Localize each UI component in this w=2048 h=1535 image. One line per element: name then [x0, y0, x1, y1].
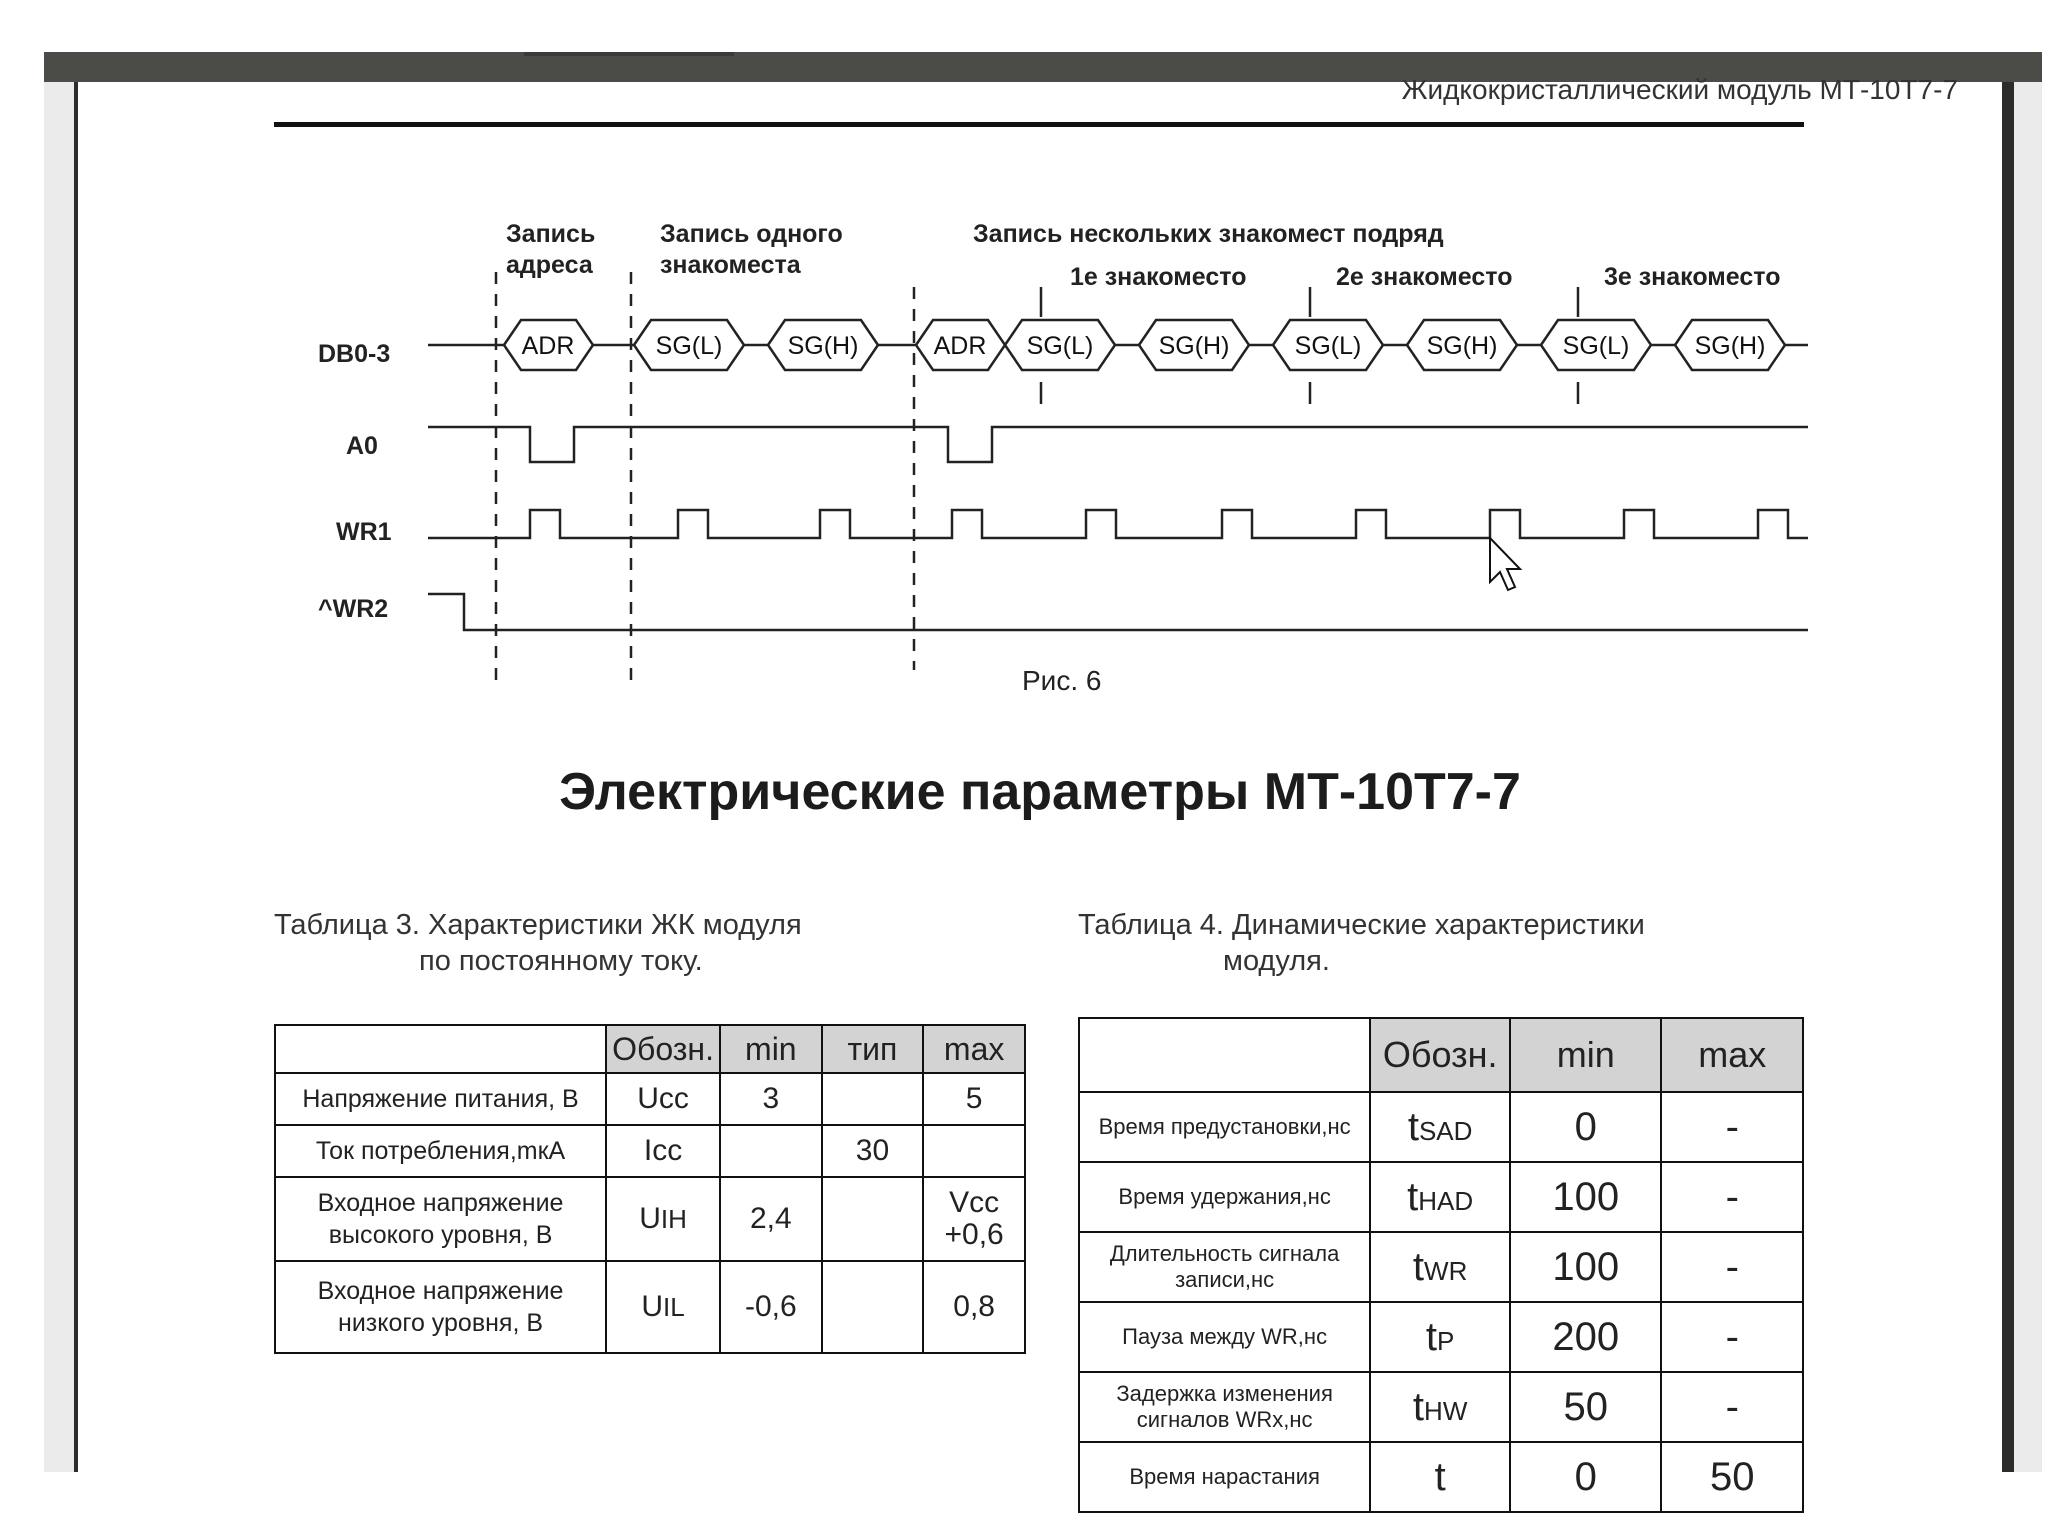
a0-waveform [428, 427, 1808, 462]
table3-caption-line1: Таблица 3. Характеристики ЖК модуля [274, 909, 802, 941]
param-symbol [1370, 1092, 1510, 1162]
table-header-cell: max [923, 1025, 1025, 1073]
symbol-main: t [1434, 1454, 1446, 1499]
param-symbol [1370, 1162, 1510, 1232]
table4-caption-line1: Таблица 4. Динамические характеристики [1078, 909, 1645, 941]
section-title: Электрические параметры МТ-10Т7-7 [559, 763, 1521, 821]
table-row [1079, 1302, 1803, 1372]
wr1-waveform [428, 510, 1808, 538]
symbol-main: U [639, 1202, 661, 1235]
symbol-sub: HW [1424, 1395, 1468, 1426]
label-position-2: 2е знакоместо [1336, 263, 1513, 291]
param-min: -0,6 [720, 1261, 822, 1353]
label-position-1: 1е знакоместо [1070, 263, 1247, 291]
param-symbol [606, 1125, 720, 1177]
param-symbol [1370, 1302, 1510, 1372]
table-header-cell: Обозн. [1370, 1018, 1510, 1092]
table-header-cell: min [720, 1025, 822, 1073]
table-row [275, 1261, 1025, 1353]
param-max: 0,8 [923, 1261, 1025, 1353]
table-row [1079, 1162, 1803, 1232]
param-name: Входное напряжение низкого уровня, В [275, 1261, 606, 1353]
table4-caption-line2: модуля. [1223, 945, 1330, 977]
table-header-cell: тип [822, 1025, 924, 1073]
symbol-main: Icc [643, 1134, 683, 1167]
param-min: 0 [1510, 1442, 1661, 1512]
param-max: - [1661, 1162, 1803, 1232]
signal-wr1: WR1 [336, 518, 392, 546]
param-typ [822, 1073, 924, 1125]
table4 [1078, 1017, 1804, 1513]
bus-cell: SG(H) [787, 332, 859, 360]
signal-a0: A0 [346, 432, 378, 460]
param-max: Vcc +0,6 [923, 1177, 1025, 1261]
table4-caption [1078, 907, 1798, 979]
symbol-sub: SAD [1418, 1115, 1473, 1146]
signal-wr2: ^WR2 [318, 595, 389, 623]
label-multi-write: Запись нескольких знакомест подряд [973, 220, 1444, 248]
bus-cell: SG(H) [1158, 332, 1230, 360]
document-viewer[interactable] [44, 52, 2042, 1499]
param-min: 200 [1510, 1302, 1661, 1372]
param-symbol [1370, 1442, 1510, 1512]
param-name: Время удержания,нс [1079, 1162, 1370, 1232]
running-header: Жидкокристаллический модуль МТ-10Т7-7 [1401, 74, 1958, 105]
symbol-sub: HAD [1418, 1185, 1474, 1216]
table-header-row [275, 1025, 1025, 1073]
bus-cell: ADR [933, 332, 987, 360]
symbol-main: Ucc [637, 1082, 689, 1115]
param-max: 5 [923, 1073, 1025, 1125]
param-min: 100 [1510, 1232, 1661, 1302]
table-row [275, 1125, 1025, 1177]
param-name: Пауза между WR,нс [1079, 1302, 1370, 1372]
figure-caption: Рис. 6 [1022, 665, 1102, 696]
param-name: Длительность сигнала записи,нс [1079, 1232, 1370, 1302]
scrollbar[interactable] [2002, 82, 2014, 1472]
param-name: Задержка изменения сигналов WRx,нс [1079, 1372, 1370, 1442]
document-page [78, 74, 2002, 1499]
table-row [1079, 1372, 1803, 1442]
symbol-main: t [1407, 1174, 1419, 1219]
bus-cell: ADR [521, 332, 575, 360]
bus-cell: SG(L) [1026, 332, 1094, 360]
symbol-sub: P [1437, 1325, 1455, 1356]
label-address-write-1: Запись [506, 220, 596, 248]
param-name: Ток потребления,mкА [275, 1125, 606, 1177]
wr2-waveform [428, 594, 1808, 630]
symbol-main: t [1425, 1314, 1438, 1359]
param-name: Напряжение питания, В [275, 1073, 606, 1125]
param-min: 3 [720, 1073, 822, 1125]
toolbar-tab [524, 52, 734, 56]
label-single-write-2: знакоместа [660, 251, 801, 279]
param-typ [822, 1177, 924, 1261]
label-single-write-1: Запись одного [660, 220, 843, 248]
bus-cell: SG(L) [1562, 332, 1630, 360]
table3-caption-line2: по постоянному току. [419, 945, 703, 977]
symbol-main: t [1412, 1244, 1425, 1289]
bus-cell: SG(H) [1694, 332, 1766, 360]
table-header-cell: max [1661, 1018, 1803, 1092]
param-min [720, 1125, 822, 1177]
param-min: 50 [1510, 1372, 1661, 1442]
symbol-main: t [1412, 1384, 1425, 1429]
symbol-sub: IL [663, 1292, 685, 1322]
mouse-cursor-icon [1490, 538, 1520, 590]
table3-caption [274, 907, 974, 979]
param-typ: 30 [822, 1125, 924, 1177]
param-max: 50 [1661, 1442, 1803, 1512]
param-min: 0 [1510, 1092, 1661, 1162]
timing-diagram [78, 82, 2002, 742]
label-address-write-2: адреса [506, 251, 593, 279]
param-symbol [606, 1073, 720, 1125]
param-max [923, 1125, 1025, 1177]
table-header-cell: min [1510, 1018, 1661, 1092]
param-symbol [606, 1177, 720, 1261]
table-header-cell [275, 1025, 606, 1073]
param-name: Время предустановки,нс [1079, 1092, 1370, 1162]
symbol-main: t [1407, 1104, 1419, 1149]
param-max: - [1661, 1372, 1803, 1442]
param-name: Время нарастания [1079, 1442, 1370, 1512]
bus-cell: SG(L) [655, 332, 723, 360]
param-min: 2,4 [720, 1177, 822, 1261]
param-max: - [1661, 1302, 1803, 1372]
param-name: Входное напряжение высокого уровня, В [275, 1177, 606, 1261]
table-header-cell [1079, 1018, 1370, 1092]
param-symbol [1370, 1232, 1510, 1302]
table-header-row [1079, 1018, 1803, 1092]
signal-db0-3: DB0-3 [318, 340, 391, 368]
table-row [1079, 1232, 1803, 1302]
table-row [275, 1177, 1025, 1261]
table-row [275, 1073, 1025, 1125]
param-max: - [1661, 1232, 1803, 1302]
symbol-sub: WR [1424, 1255, 1468, 1286]
param-max: - [1661, 1092, 1803, 1162]
label-position-3: 3е знакоместо [1604, 263, 1781, 291]
bus-cell: SG(H) [1426, 332, 1498, 360]
param-typ [822, 1261, 924, 1353]
symbol-main: U [641, 1290, 664, 1323]
param-symbol [1370, 1372, 1510, 1442]
param-min: 100 [1510, 1162, 1661, 1232]
table-row [1079, 1092, 1803, 1162]
bus-cell: SG(L) [1294, 332, 1362, 360]
param-symbol [606, 1261, 720, 1353]
table3 [274, 1024, 1026, 1354]
symbol-sub: IH [660, 1204, 687, 1234]
table-header-cell: Обозн. [606, 1025, 720, 1073]
table-row [1079, 1442, 1803, 1512]
